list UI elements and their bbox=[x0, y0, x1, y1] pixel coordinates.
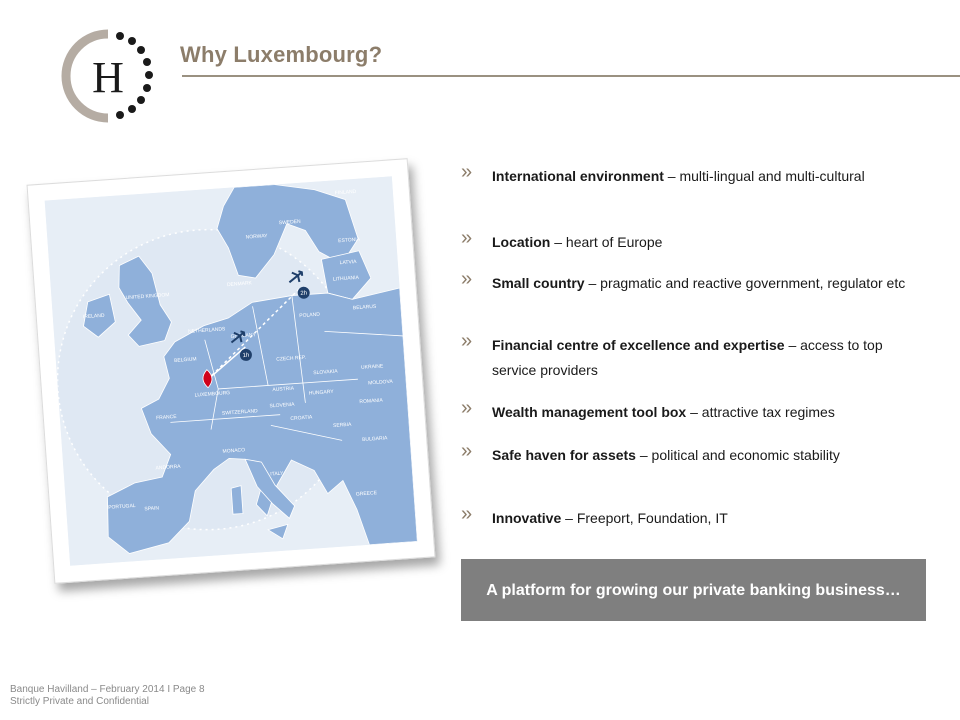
map-label-austria: AUSTRIA bbox=[272, 385, 295, 394]
map-label-bulgaria: BULGARIA bbox=[361, 435, 388, 444]
havilland-h-logo-icon bbox=[56, 26, 160, 126]
map-label-luxembourg: LUXEMBOURG bbox=[194, 390, 231, 399]
map-label-czech: CZECH REP. bbox=[276, 354, 307, 363]
map-label-monaco: MONACO bbox=[222, 447, 246, 455]
bullet-heading: Wealth management tool box bbox=[492, 404, 687, 420]
map-label-andorra: ANDORRA bbox=[155, 463, 181, 472]
bullet-heading: International environment bbox=[492, 168, 664, 184]
map-label-belgium: BELGIUM bbox=[173, 356, 197, 364]
summary-banner bbox=[461, 559, 926, 621]
list-item bbox=[461, 397, 921, 443]
bullet-mark: » bbox=[461, 227, 473, 249]
banner-text: A platform for growing our private banking business… bbox=[486, 581, 901, 599]
map-label-uk: UNITED KINGDOM bbox=[125, 292, 170, 302]
bullet-mark: » bbox=[461, 268, 473, 290]
list-item bbox=[461, 161, 921, 230]
map-label-slovenia: SLOVENIA bbox=[269, 401, 295, 410]
europe-map-frame bbox=[27, 158, 436, 584]
slide-title: Why Luxembourg? bbox=[180, 42, 383, 67]
map-label-france: FRANCE bbox=[155, 413, 177, 422]
bullet-text: – Freeport, Foundation, IT bbox=[561, 510, 728, 526]
map-label-italy: ITALY bbox=[270, 470, 284, 478]
logo-letter: H bbox=[92, 53, 124, 102]
map-label-finland: FINLAND bbox=[334, 188, 357, 197]
map-label-hungary: HUNGARY bbox=[308, 388, 334, 397]
map-label-estonia: ESTONIA bbox=[337, 236, 361, 245]
bullet-text: – attractive tax regimes bbox=[686, 404, 835, 420]
map-label-germany: GERMANY bbox=[230, 332, 257, 340]
bullet-text: – pragmatic and reactive government, regulator etc bbox=[584, 275, 906, 291]
footer-page-info: Banque Havilland – February 2014 I Page 8 bbox=[10, 684, 205, 695]
list-item bbox=[461, 268, 921, 333]
map-label-belarus: BELARUS bbox=[352, 303, 377, 312]
map-label-slovakia: SLOVAKIA bbox=[313, 368, 338, 377]
title-divider bbox=[182, 75, 960, 77]
list-item bbox=[461, 440, 921, 506]
bullet-text: – access to top service providers bbox=[492, 337, 883, 378]
map-label-serbia: SERBIA bbox=[332, 421, 352, 430]
bullet-text: – multi-lingual and multi-cultural bbox=[663, 168, 865, 184]
map-label-portugal: PORTUGAL bbox=[108, 502, 136, 511]
bullet-heading: Location bbox=[492, 234, 551, 250]
bullet-text: – heart of Europe bbox=[550, 234, 663, 250]
map-label-norway: NORWAY bbox=[245, 233, 268, 241]
footer bbox=[10, 684, 205, 708]
bullet-heading: Financial centre of excellence and expertise bbox=[492, 337, 785, 353]
map-label-greece: GREECE bbox=[355, 490, 378, 498]
flight-time-1h: 1h bbox=[242, 352, 250, 360]
europe-map bbox=[45, 176, 418, 565]
map-label-croatia: CROATIA bbox=[290, 414, 313, 422]
bullet-mark: » bbox=[461, 330, 473, 352]
bullet-text: – political and economic stability bbox=[635, 447, 840, 463]
bullet-mark: » bbox=[461, 161, 473, 183]
list-item bbox=[461, 503, 921, 531]
bullet-heading: Small country bbox=[492, 275, 585, 291]
map-label-moldova: MOLDOVA bbox=[367, 378, 393, 387]
map-label-netherlands: NETHERLANDS bbox=[187, 326, 226, 335]
map-label-spain: SPAIN bbox=[144, 505, 160, 513]
map-label-lithuania: LITHUANIA bbox=[332, 274, 360, 283]
map-label-sweden: SWEDEN bbox=[278, 218, 301, 227]
map-label-latvia: LATVIA bbox=[339, 258, 357, 267]
map-label-romania: ROMANIA bbox=[359, 397, 383, 406]
bullet-mark: » bbox=[461, 397, 473, 419]
list-item bbox=[461, 227, 921, 271]
list-item bbox=[461, 330, 921, 400]
map-label-ukraine: UKRAINE bbox=[360, 363, 384, 371]
flight-time-2h: 2h bbox=[300, 290, 308, 297]
map-label-denmark: DENMARK bbox=[226, 280, 253, 289]
reasons-list bbox=[461, 161, 921, 531]
bullet-mark: » bbox=[461, 503, 473, 525]
footer-confidential: Strictly Private and Confidential bbox=[10, 696, 149, 707]
map-label-poland: POLAND bbox=[299, 311, 321, 320]
bullet-heading: Safe haven for assets bbox=[492, 447, 636, 463]
bullet-mark: » bbox=[461, 440, 473, 462]
map-label-switzerland: SWITZERLAND bbox=[221, 408, 258, 417]
bullet-heading: Innovative bbox=[492, 510, 562, 526]
map-label-ireland: IRELAND bbox=[82, 312, 105, 321]
